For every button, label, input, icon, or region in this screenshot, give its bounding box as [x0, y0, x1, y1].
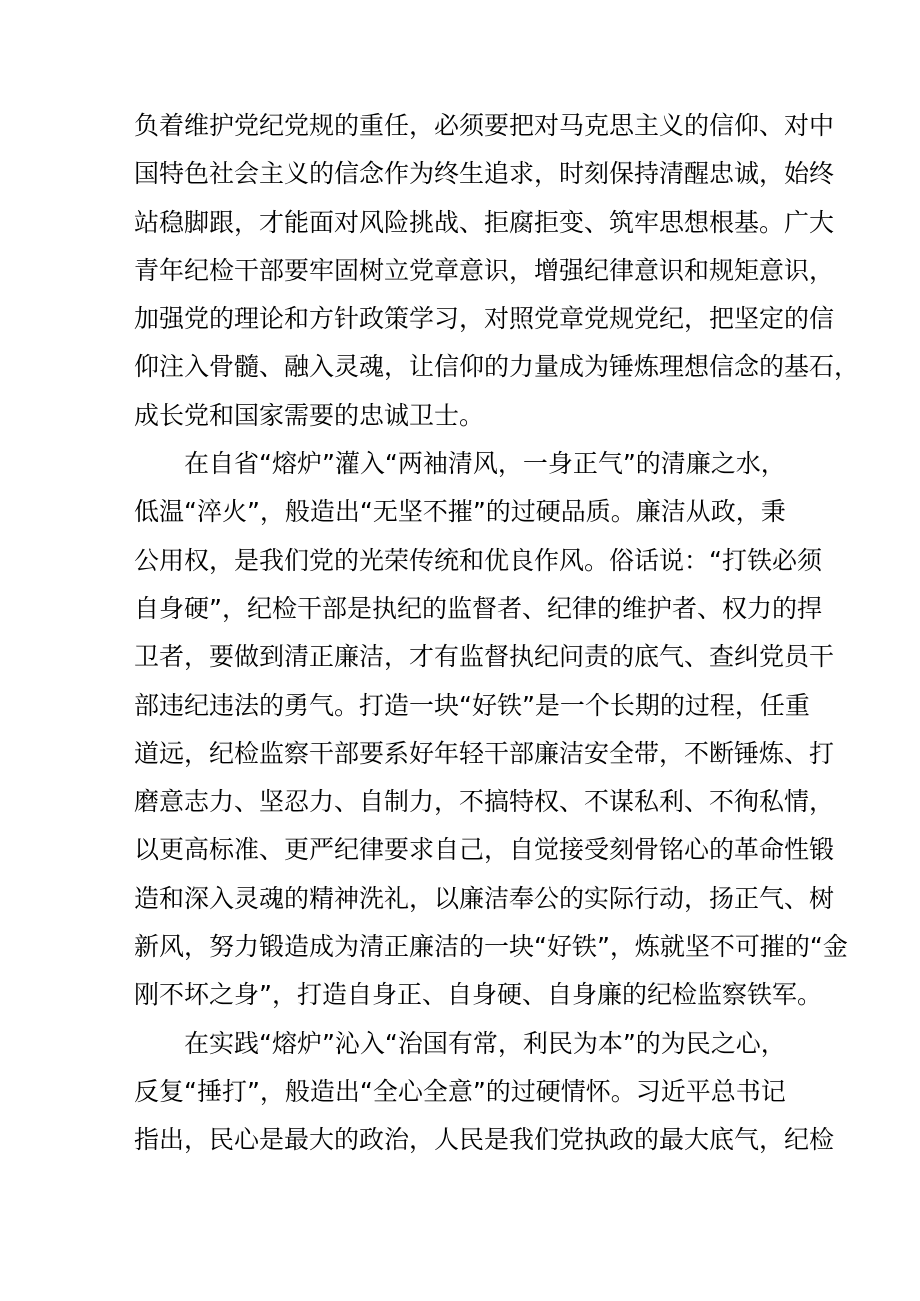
- paragraph-1: [134, 102, 860, 440]
- paragraph-2: [134, 440, 848, 1020]
- document-body: [134, 102, 860, 1165]
- text-line: 造和深入灵魂的精神洗礼，以廉洁奉公的实际行动，扬正气、树: [134, 883, 835, 913]
- text-line: 站稳脚跟，才能面对风险挑战、拒腐拒变、筑牢思想根基。广大: [134, 207, 835, 237]
- text-line: 自身硬”，纪检干部是执纪的监督者、纪律的维护者、权力的捍: [134, 593, 822, 623]
- text-line: 加强党的理论和方针政策学习，对照党章党规党纪，把坚定的信: [134, 304, 835, 334]
- text-line: 反复“捶打”，般造出“全心全意”的过硬情怀。习近平总书记: [134, 1076, 786, 1106]
- text-line: 指出，民心是最大的政治，人民是我们党执政的最大底气，纪检: [134, 1125, 835, 1155]
- text-line: 刚不坏之身”，打造自身正、自身硬、自身廉的纪检监察铁军。: [134, 980, 822, 1010]
- text-line: 公用权，是我们党的光荣传统和优良作风。俗话说：“打铁必须: [134, 545, 822, 575]
- text-line: 国特色社会主义的信念作为终生追求，时刻保持清醒忠诚，始终: [134, 159, 835, 189]
- text-line: 部违纪违法的勇气。打造一块“好铁”是一个长期的过程，任重: [134, 690, 810, 720]
- text-line: 新风，努力锻造成为清正廉洁的一块“好铁”，炼就坚不可摧的“金: [134, 932, 848, 962]
- text-line: 磨意志力、坚忍力、自制力，不搞特权、不谋私利、不徇私情，: [134, 787, 835, 817]
- text-line: 卫者，要做到清正廉洁，才有监督执纪问责的底气、查纠党员干: [134, 642, 835, 672]
- text-line: 负着维护党纪党规的重任，必须要把对马克思主义的信仰、对中: [134, 111, 835, 140]
- text-line: 仰注入骨髓、融入灵魂，让信仰的力量成为锤炼理想信念的基石，: [134, 352, 860, 382]
- text-line: 在自省“熔炉”灌入“两袖清风，一身正气”的清廉之水，: [184, 449, 786, 479]
- text-line: 低温“淬火”，般造出“无坚不摧”的过硬品质。廉洁从政，秉: [134, 497, 786, 527]
- text-line: 成长党和国家需要的忠诚卫士。: [134, 400, 485, 430]
- text-line: 道远，纪检监察干部要系好年轻干部廉洁安全带，不断锤炼、打: [134, 738, 835, 768]
- paragraph-3: [134, 1020, 835, 1165]
- text-line: 在实践“熔炉”沁入“治国有常，利民为本”的为民之心，: [184, 1028, 786, 1058]
- text-line: 青年纪检干部要牢固树立党章意识，增强纪律意识和规矩意识，: [134, 255, 835, 285]
- text-line: 以更高标准、更严纪律要求自己，自觉接受刻骨铭心的革命性锻: [134, 835, 835, 865]
